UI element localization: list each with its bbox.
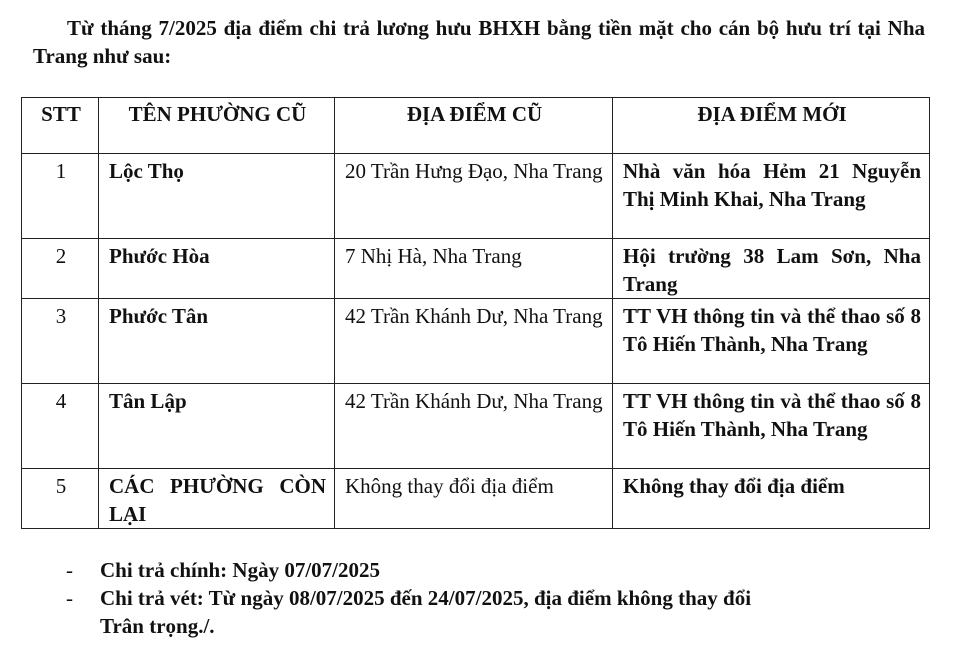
payment-notes — [66, 556, 926, 612]
cell-stt: 2 — [22, 239, 99, 299]
header-old-ward: TÊN PHƯỜNG CŨ — [99, 98, 335, 154]
followup-payment-note: Chi trả vét: Từ ngày 08/07/2025 đến 24/07/2025, địa điểm không thay đổi — [100, 586, 752, 610]
location-table — [21, 97, 930, 529]
cell-new-location: TT VH thông tin và thể thao số 8 Tô Hiến Thành, Nha Trang — [613, 299, 930, 384]
cell-old-location: 7 Nhị Hà, Nha Trang — [335, 239, 613, 299]
table-row — [22, 384, 930, 469]
cell-old-ward: Lộc Thọ — [99, 154, 335, 239]
cell-old-location: 42 Trần Khánh Dư, Nha Trang — [335, 299, 613, 384]
table-row — [22, 469, 930, 529]
cell-new-location: TT VH thông tin và thể thao số 8 Tô Hiến Thành, Nha Trang — [613, 384, 930, 469]
cell-old-location: 20 Trần Hưng Đạo, Nha Trang — [335, 154, 613, 239]
header-stt: STT — [22, 98, 99, 154]
cell-old-location: 42 Trần Khánh Dư, Nha Trang — [335, 384, 613, 469]
main-payment-note: Chi trả chính: Ngày 07/07/2025 — [100, 558, 381, 582]
cell-old-ward: Tân Lập — [99, 384, 335, 469]
table-header-row — [22, 98, 930, 154]
intro-paragraph: Từ tháng 7/2025 địa điểm chi trả lương hưu BHXH bằng tiền mặt cho cán bộ hưu trí tại Nha Trang như sau: — [33, 16, 925, 68]
table-row — [22, 239, 930, 299]
header-old-location: ĐỊA ĐIỂM CŨ — [335, 98, 613, 154]
cell-stt: 3 — [22, 299, 99, 384]
cell-old-ward: Phước Tân — [99, 299, 335, 384]
cell-new-location: Hội trường 38 Lam Sơn, Nha Trang — [613, 239, 930, 299]
list-item — [66, 584, 926, 612]
table-row — [22, 154, 930, 239]
cell-old-location: Không thay đổi địa điểm — [335, 469, 613, 529]
cell-new-location: Không thay đổi địa điểm — [613, 469, 930, 529]
closing-remark: Trân trọng./. — [100, 614, 215, 638]
bullet-dash: - — [66, 586, 73, 610]
cell-stt: 4 — [22, 384, 99, 469]
cell-old-ward: CÁC PHƯỜNG CÒN LẠI — [99, 469, 335, 529]
bullet-dash: - — [66, 558, 73, 582]
list-item — [66, 556, 926, 584]
header-new-location: ĐỊA ĐIỂM MỚI — [613, 98, 930, 154]
table-row — [22, 299, 930, 384]
cell-stt: 1 — [22, 154, 99, 239]
cell-stt: 5 — [22, 469, 99, 529]
cell-old-ward: Phước Hòa — [99, 239, 335, 299]
cell-new-location: Nhà văn hóa Hẻm 21 Nguyễn Thị Minh Khai, Nha Trang — [613, 154, 930, 239]
